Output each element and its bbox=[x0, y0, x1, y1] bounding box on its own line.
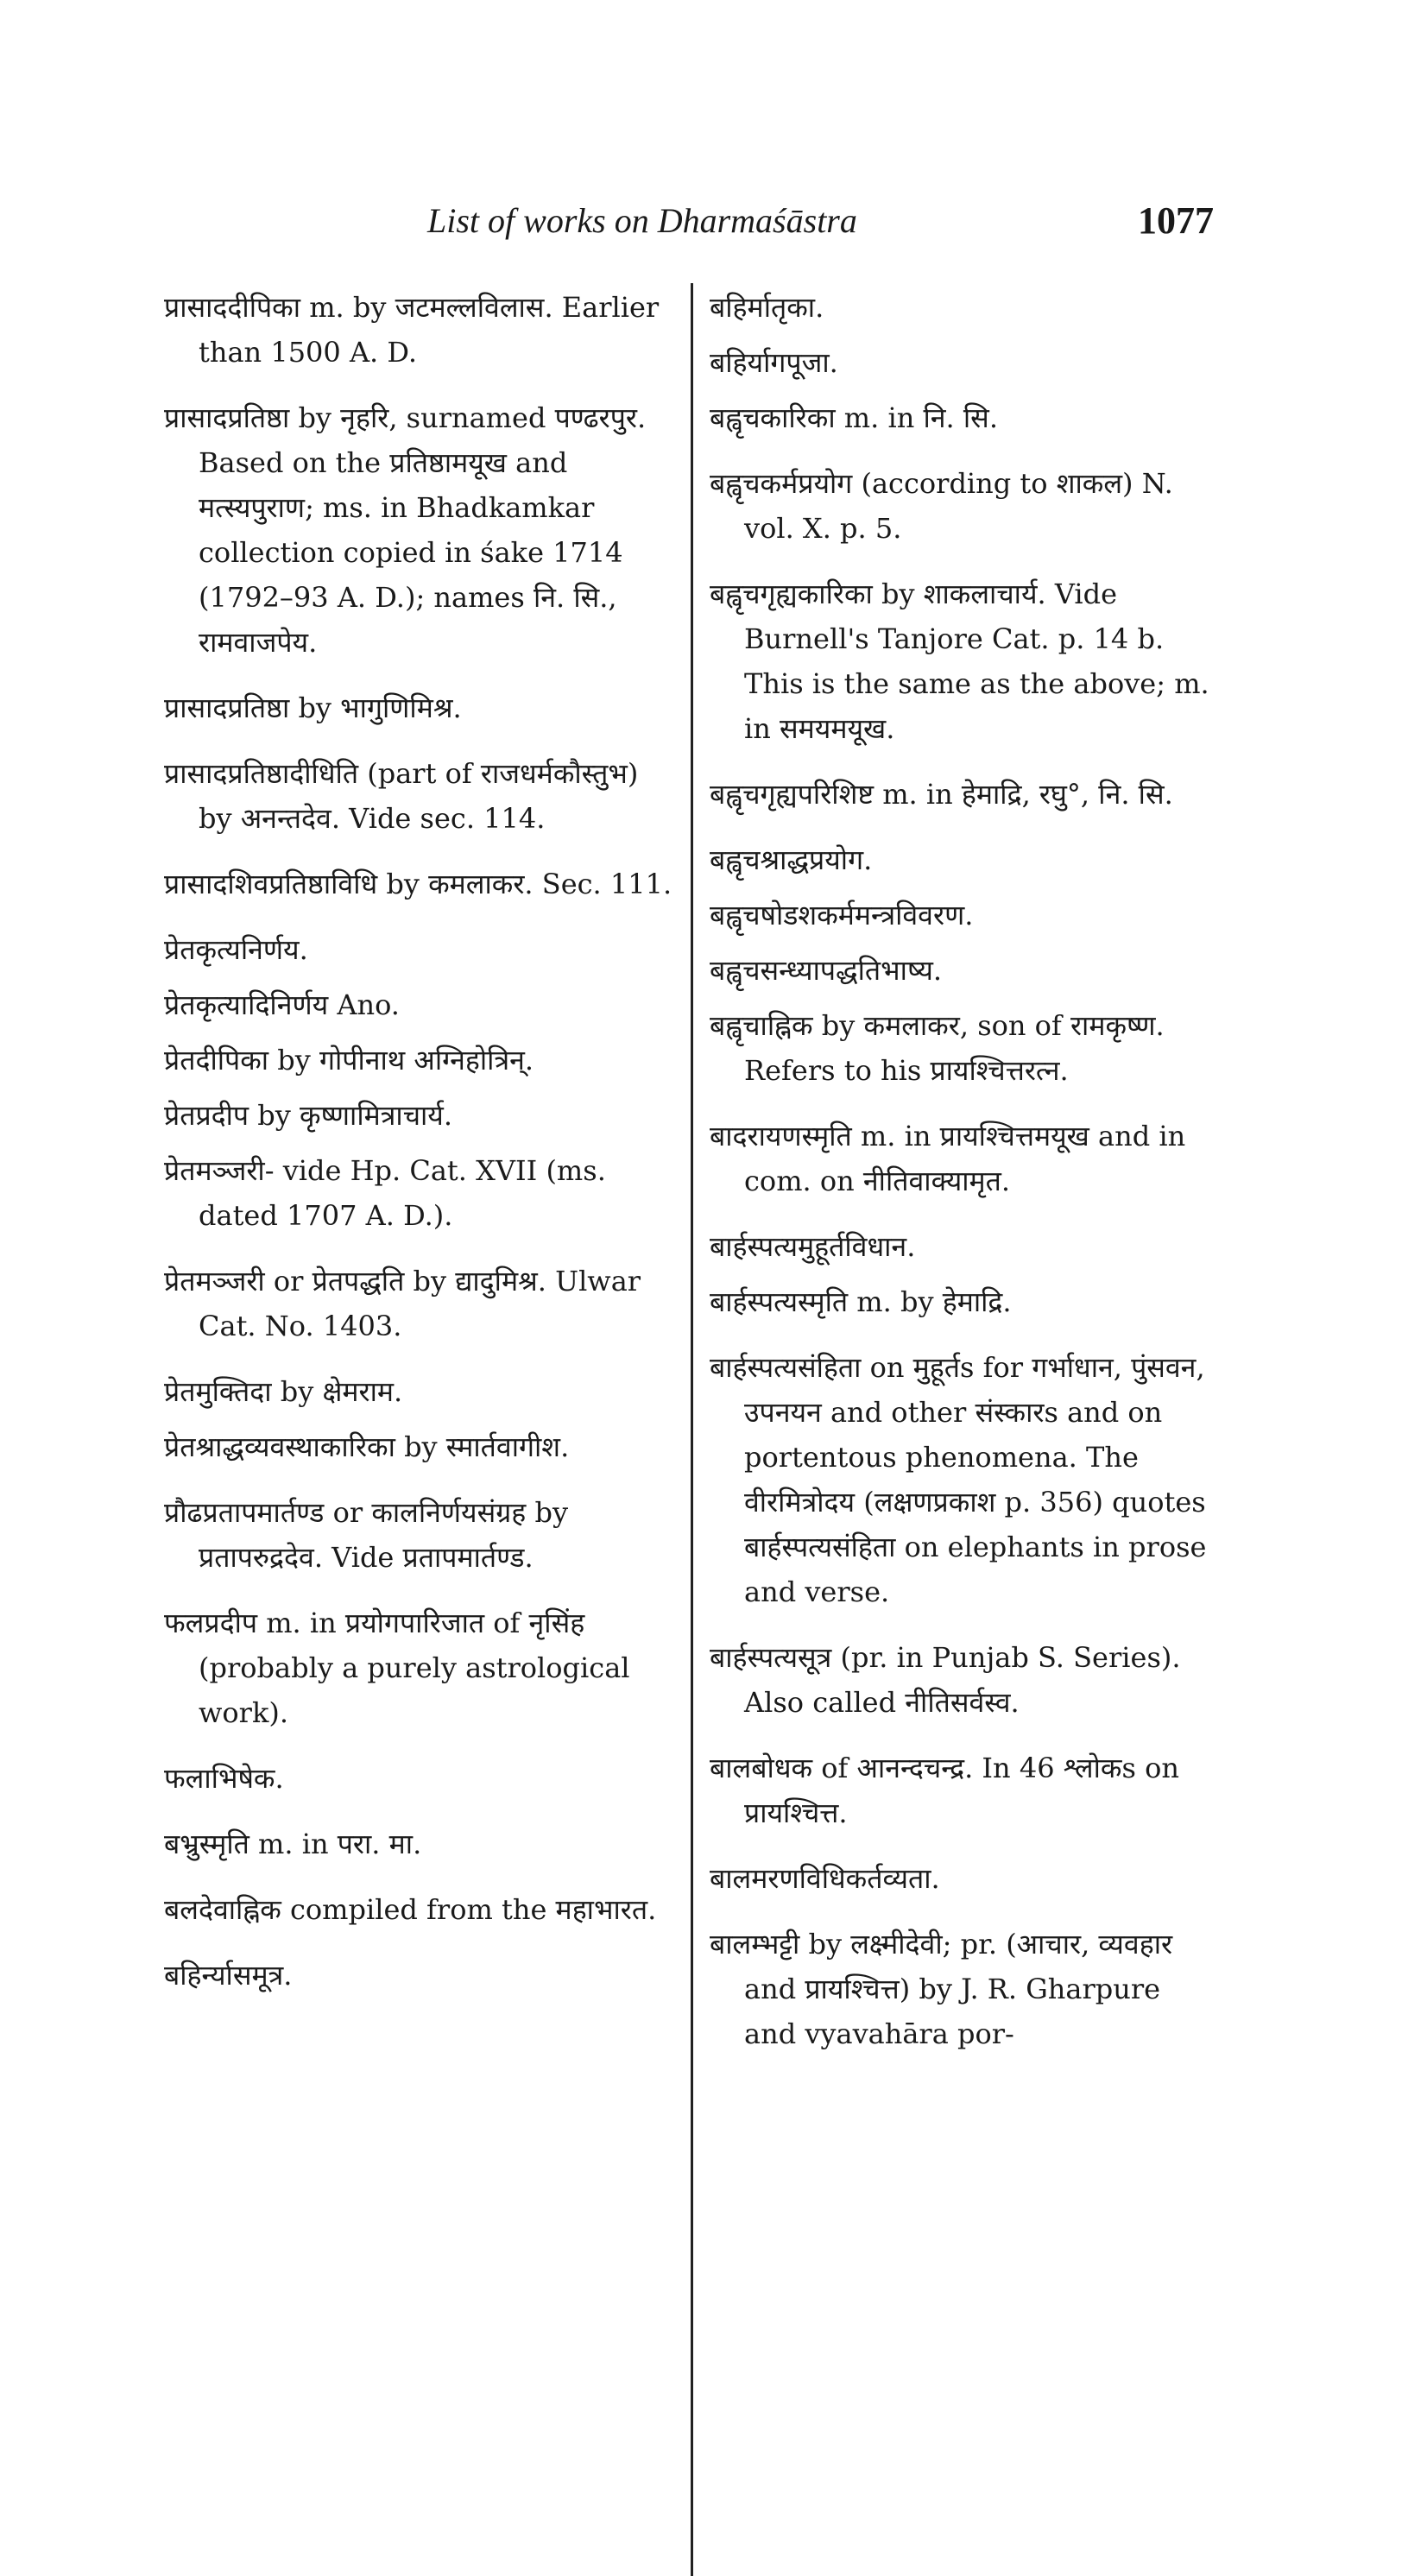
list-entry: बहिर्न्यासमूत्र. bbox=[164, 1959, 293, 1992]
list-entry: बालमरणविधिकर्तव्यता. bbox=[710, 1862, 940, 1895]
list-entry: प्रेतप्रदीप by कृष्णामित्राचार्य. bbox=[164, 1099, 453, 1132]
list-entry: प्रासाददीपिका m. by जटमल्लविलास. Earlier than 1500 A. D. bbox=[164, 291, 660, 369]
list-entry: बह्वृचसन्ध्यापद्धतिभाष्य. bbox=[710, 954, 943, 987]
list-entry: प्रेतकृत्यनिर्णय. bbox=[164, 933, 308, 966]
list-entry: बह्वृचगृह्यकारिका by शाकलाचार्य. Vide Burnell's Tanjore Cat. p. 14 b. This is the same as the above; m. in समयमयूख. bbox=[710, 578, 1209, 745]
list-entry: बालम्भट्टी by लक्ष्मीदेवी; pr. (आचार, व्यवहार and प्रायश्चित्त) by J. R. Gharpure and vyavahāra por- bbox=[710, 1928, 1173, 2050]
left-column bbox=[164, 285, 673, 2018]
list-entry: बह्वृचश्राद्धप्रयोग. bbox=[710, 843, 873, 876]
list-entry: बार्हस्पत्यमुहूर्तविधान. bbox=[710, 1230, 916, 1263]
list-entry: बह्वृचकारिका m. in नि. सि. bbox=[710, 401, 998, 434]
right-column bbox=[710, 285, 1210, 2077]
list-entry: बार्हस्पत्यसंहिता on मुहूर्तs for गर्भाधान, पुंसवन, उपनयन and other संस्कारs and on portentous phenomena. The वीरमित्रोदय (लक्षणप्रकाश p. 356) quotes बार्हस्पत्यसंहिता on elephants in prose and verse. bbox=[710, 1351, 1207, 1608]
list-entry: प्रेतमुक्तिदा by क्षेमराम. bbox=[164, 1375, 403, 1408]
list-entry: प्रासादप्रतिष्ठादीधिति (part of राजधर्मकौस्तुभ) by अनन्तदेव. Vide sec. 114. bbox=[164, 757, 639, 835]
list-entry: बभ्रुस्मृति m. in परा. मा. bbox=[164, 1828, 422, 1860]
list-entry: बार्हस्पत्यसूत्र (pr. in Punjab S. Series). Also called नीतिसर्वस्व. bbox=[710, 1641, 1181, 1719]
list-entry: प्रौढप्रतापमार्तण्ड or कालनिर्णयसंग्रह by प्रतापरुद्रदेव. Vide प्रतापमार्तण्ड. bbox=[164, 1496, 569, 1574]
list-entry: बह्वृचषोडशकर्ममन्त्रविवरण. bbox=[710, 899, 974, 931]
list-entry: प्रासादप्रतिष्ठा by नृहरि, surnamed पण्ढरपुर. Based on the प्रतिष्ठामयूख and मत्स्यपुराण; ms. in Bhadkamkar collection copied in śake 1714 (1792–93 A. D.); names नि. सि., रामवाजपेय. bbox=[164, 401, 647, 659]
column-divider bbox=[691, 283, 693, 2576]
list-entry: बादरायणस्मृति m. in प्रायश्चित्तमयूख and in com. on नीतिवाक्यामृत. bbox=[710, 1120, 1186, 1197]
list-entry: प्रासादशिवप्रतिष्ठाविधि by कमलाकर. Sec. 111. bbox=[164, 868, 672, 900]
list-entry: बह्वृचगृह्यपरिशिष्ट m. in हेमाद्रि, रघु°, नि. सि. bbox=[710, 778, 1173, 811]
list-entry: बार्हस्पत्यस्मृति m. by हेमाद्रि. bbox=[710, 1285, 1012, 1318]
list-entry: प्रासादप्रतिष्ठा by भागुणिमिश्र. bbox=[164, 691, 462, 724]
page-number: 1077 bbox=[1138, 199, 1214, 242]
list-entry: प्रेतदीपिका by गोपीनाथ अग्निहोत्रिन्. bbox=[164, 1044, 534, 1076]
list-entry: फलाभिषेक. bbox=[164, 1762, 284, 1795]
list-entry: प्रेतमञ्जरी or प्रेतपद्धति by द्यादुमिश्र. Ulwar Cat. No. 1403. bbox=[164, 1265, 641, 1342]
list-entry: प्रेतमञ्जरी- vide Hp. Cat. XVII (ms. dated 1707 A. D.). bbox=[164, 1154, 606, 1232]
list-entry: बह्वृचकर्मप्रयोग (according to शाकल) N. vol. X. p. 5. bbox=[710, 467, 1173, 545]
list-entry: प्रेतकृत्यादिनिर्णय Ano. bbox=[164, 988, 400, 1021]
running-title: List of works on Dharmaśāstra bbox=[427, 201, 857, 240]
list-entry: बालबोधक of आनन्दचन्द्र. In 46 श्लोकs on प्रायश्चित्त. bbox=[710, 1752, 1179, 1829]
list-entry: फलप्रदीप m. in प्रयोगपारिजात of नृसिंह (probably a purely astrological work). bbox=[164, 1607, 630, 1729]
list-entry: बहिर्मातृका. bbox=[710, 291, 824, 324]
list-entry: बहिर्यागपूजा. bbox=[710, 346, 838, 379]
list-entry: बह्वृचाह्निक by कमलाकर, son of रामकृष्ण. Refers to his प्रायश्चित्तरत्न. bbox=[710, 1009, 1165, 1087]
list-entry: बलदेवाह्निक compiled from the महाभारत. bbox=[164, 1893, 657, 1926]
page-header bbox=[0, 197, 1427, 249]
list-entry: प्रेतश्राद्धव्यवस्थाकारिका by स्मार्तवागीश. bbox=[164, 1430, 570, 1463]
